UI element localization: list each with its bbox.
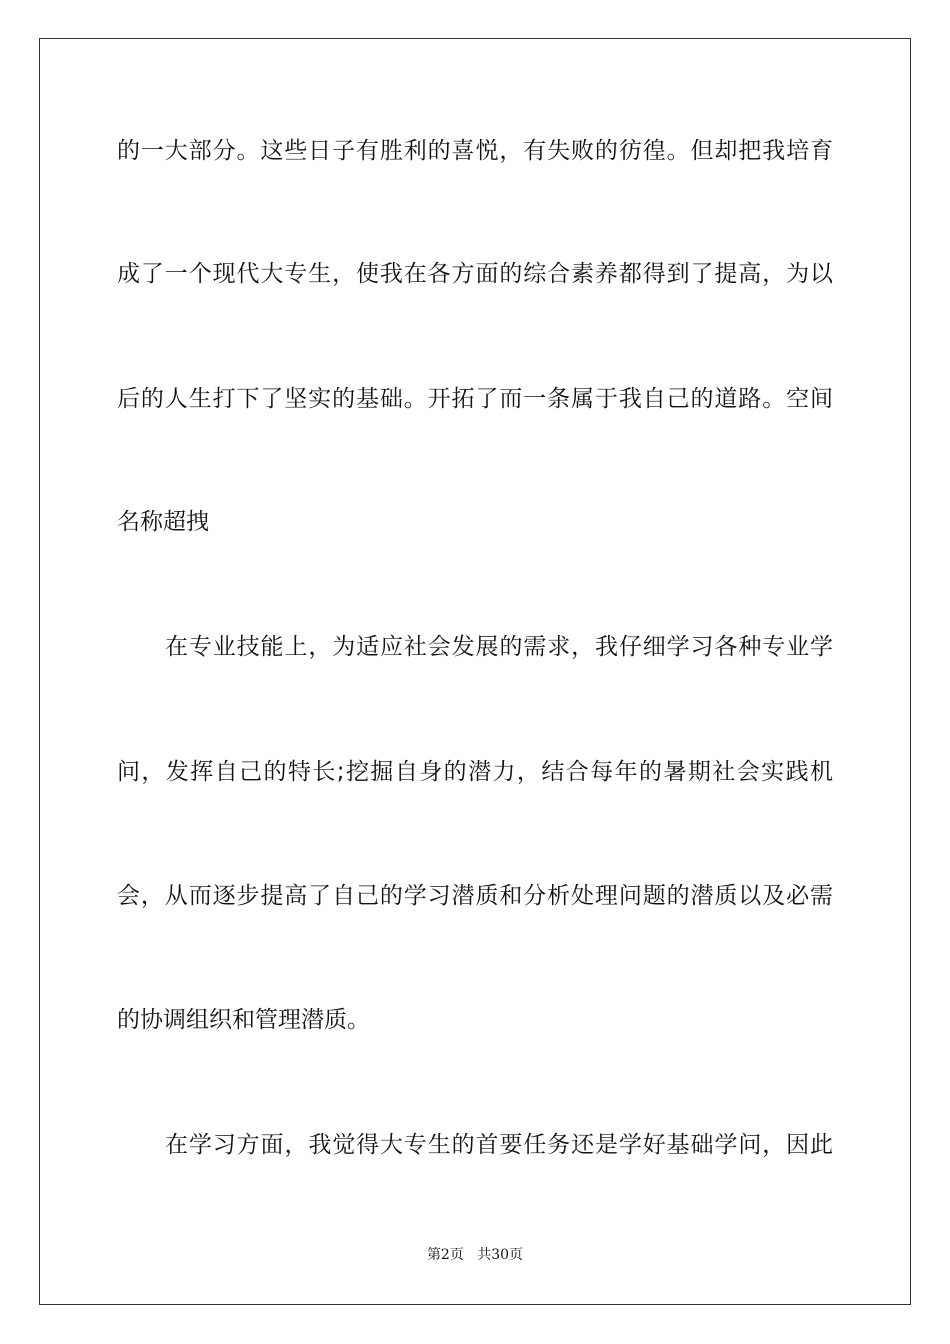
text-line: 会，从而逐步提高了自己的学习潜质和分析处理问题的潜质以及必需 (117, 883, 833, 909)
text-line: 成了一个现代大专生，使我在各方面的综合素养都得到了提高，为以 (117, 261, 833, 287)
page-footer (0, 1246, 950, 1264)
page-number: 第2页 (426, 1247, 464, 1263)
paragraph-start-line: 在专业技能上，为适应社会发展的需求，我仔细学习各种专业学 (165, 634, 833, 660)
text-line: 名称超拽 (117, 509, 209, 535)
text-line: 的协调组织和管理潜质。 (117, 1007, 370, 1033)
page-total: 共30页 (477, 1247, 524, 1263)
page-border (39, 38, 911, 1305)
text-line: 问，发挥自己的特长;挖掘自身的潜力，结合每年的暑期社会实践机 (117, 759, 833, 785)
paragraph-start-line: 在学习方面，我觉得大专生的首要任务还是学好基础学问，因此 (165, 1132, 833, 1158)
text-line: 后的人生打下了坚实的基础。开拓了而一条属于我自己的道路。空间 (117, 386, 833, 412)
text-line: 的一大部分。这些日子有胜利的喜悦，有失败的彷徨。但却把我培育 (117, 138, 833, 164)
